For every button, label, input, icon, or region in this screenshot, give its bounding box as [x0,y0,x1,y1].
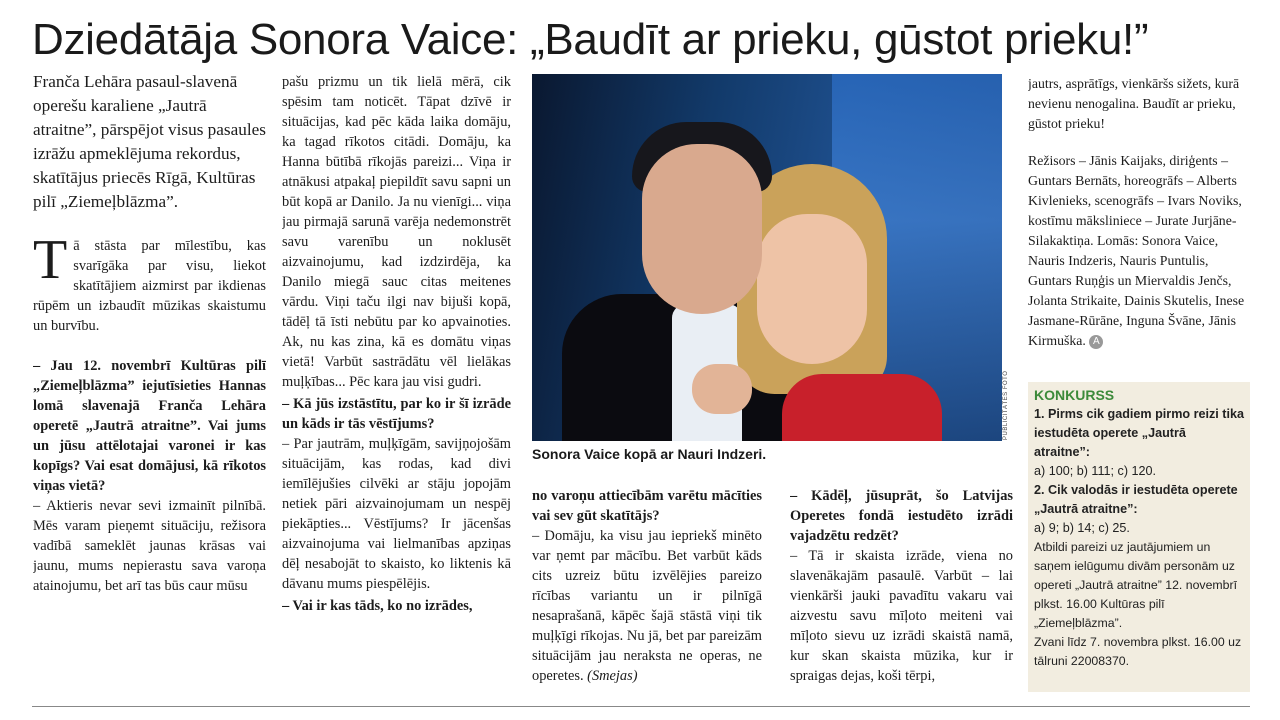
contest-answers-2: a) 9; b) 14; c) 25. [1034,521,1130,535]
agency-logo-icon: A [1089,335,1103,349]
intro-paragraph [33,229,266,336]
intro-text: ā stāsta par mīlestību, kas svarīgāka par visu, liekot skatītājiem aizmirst par ikdienas rūpēm un izbaudīt mūzikas skaistumu un burvību. [33,238,266,334]
article-column-2 [282,72,511,692]
contest-phone: Zvani līdz 7. novembra plkst. 16.00 uz tālruni 22008370. [1034,635,1242,668]
article-photo [532,74,1002,441]
drop-cap: T [33,229,68,291]
question-1: – Jau 12. novembrī Kultūras pilī „Ziemeļblāzma” iejutīsieties Hannas lomā slavenajā Franča Lehāra operetē „Jautrā atraitne”. Vai jums un jūsu attēlotajai varonei ir kas kopīgs? Vai esat domājusi, kā rīkotos viņas vietā? [33,358,266,494]
answer-2: – Par jautrām, muļķīgām, savijņojošām situācijām, kas rodas, kad divi iemīlējušies cilvēki ar stāju jopojām netiek pāri aizvainojumam un nespēj piekāpties... Vēstījums? Ir jācenšas aizvainojuma vai lielmanības apziņas dēļ nesabojāt to skaisto, ko liktenis kā dāvanu mums piespēlējis. [282,436,511,592]
contest-box [1028,382,1250,692]
question-2: – Kā jūs izstāstītu, par ko ir šī izrāde un kāds ir tās vēstījums? [282,396,511,432]
contest-question-2: 2. Cik valodās ir iestudēta operete „Jautrā atraitne”: [1034,483,1238,516]
question-4: – Kādēļ, jūsuprāt, šo Latvijas Operetes fondā iestudēto izrādi vajadzētu redzēt? [790,488,1013,544]
lead-paragraph: Franča Lehāra pasaul-slavenā operešu karaliene „Jautrā atraitne”, pārspējot visus pasaules izrāžu apmeklējuma rekordus, skatītājus priecēs Rīgā, Kultūras pilī „Ziemeļblāzma”. [33,72,266,211]
photo-credit: PUBLICITĀTES FOTO [1003,370,1009,440]
article-column-4 [790,486,1013,696]
article-column-3 [532,486,762,696]
answer-1-continued: pašu prizmu un tik lielā mērā, cik spēsim tam noticēt. Tāpat dzīvē ir situācijas, kad pēc kāda laika domāju, ka tagad rīkotos citādi. Domāju, ka Hanna būtībā rīkojās pareizi... Viņa ir atnākusi atpakaļ piepildīt savu sapni un būt kopā ar Danilo. Ja nu vienīgi... viņa jau pirmajā sarunā varēja nedemonstrēt savu varenību un noklusēt aizvainojumu, kad izdzirdēja, ka Danilo miegā sauc citas meitenes vārdu. Viņi taču ilgi nav bijuši kopā, tādēļ tā īsti nebūtu par ko apvainoties. Ak, nu kas zina, kā es domātu viņas vietā! Varbūt sastrādātu vēl lielākas muļķības... Pēc kara jau visi gudri. [282,74,511,390]
answer-1: – Aktieris nevar sevi izmainīt pilnībā. Mēs varam pieņemt situāciju, režisora vadībā sameklēt jaunas krāsas vai jaunu, mums nepierastu sava varoņa atainojumu, bet arī tas būs caur mūsu [33,498,266,594]
contest-answers-1: a) 100; b) 111; c) 120. [1034,464,1157,478]
answer-4: – Tā ir skaista izrāde, viena no slavenākajām pasaulē. Varbūt – lai vienkārši jauki pavadītu vakaru vai aizvestu savu mīļoto meiteni vai mīļoto sievu uz izrādi skaistā namā, kur skan skaista mūzika, kur ir spraigas dejas, koši tērpi, [790,548,1013,684]
question-3-continued: no varoņu attiecībām varētu mācīties vai sev gūt skatītājs? [532,488,762,524]
answer-4-end: jautrs, asprātīgs, vienkāršs sižets, kurā nevienu nenogalina. Baudīt ar prieku, gūstot prieku! [1028,76,1240,131]
laugh-note: (Smejas) [587,668,638,684]
contest-title: KONKURSS [1034,387,1115,403]
contest-instructions: Atbildi pareizi uz jautājumiem un saņem ielūgumu divām personām uz opereti „Jautrā atraitne” 12. novembrī plkst. 16.00 Kultūras pilī „Ziemeļblāzma”. [1034,540,1238,630]
answer-3: – Domāju, ka visu jau iepriekš minēto var ņemt par mācību. Bet varbūt kāds cits uzreiz būtu izvēlējies pareizo rīcības variantu un ir pilnīgā nesaprašanā, kāpēc šajā stāstā viņi tik muļķīgi rīkojas. Nu jā, bet par pareizām situācijām jau neraksta ne operas, ne operetes. (Smejas) [532,528,762,684]
question-3-start: – Vai ir kas tāds, ko no izrādes, [282,598,473,614]
article-column-5 [1028,74,1250,374]
contest-question-1: 1. Pirms cik gadiem pirmo reizi tika iestudēta operete „Jautrā atraitne”: [1034,407,1244,459]
photo-caption: Sonora Vaice kopā ar Nauri Indzeri. [532,446,767,462]
article-headline: Dziedātāja Sonora Vaice: „Baudīt ar prieku, gūstot prieku!” [32,15,1149,64]
bottom-rule [32,706,1250,707]
production-credits: Režisors – Jānis Kaijaks, diriģents – Guntars Bernāts, horeogrāfs – Alberts Kivlenieks, scenogrāfs – Ivars Noviks, kostīmu māksliniece – Jurate Jurjāne-Silakaktiņa. Lomās: Sonora Vaice, Nauris Indzeris, Nauris Puntulis, Guntars Ruņģis un Miervaldis Jenčs, Jolanta Strikaite, Dainis Skutelis, Inese Jasmane-Rūrāne, Inguna Švāne, Jānis Kirmuška. A [1028,153,1245,348]
article-column-1 [33,70,266,690]
